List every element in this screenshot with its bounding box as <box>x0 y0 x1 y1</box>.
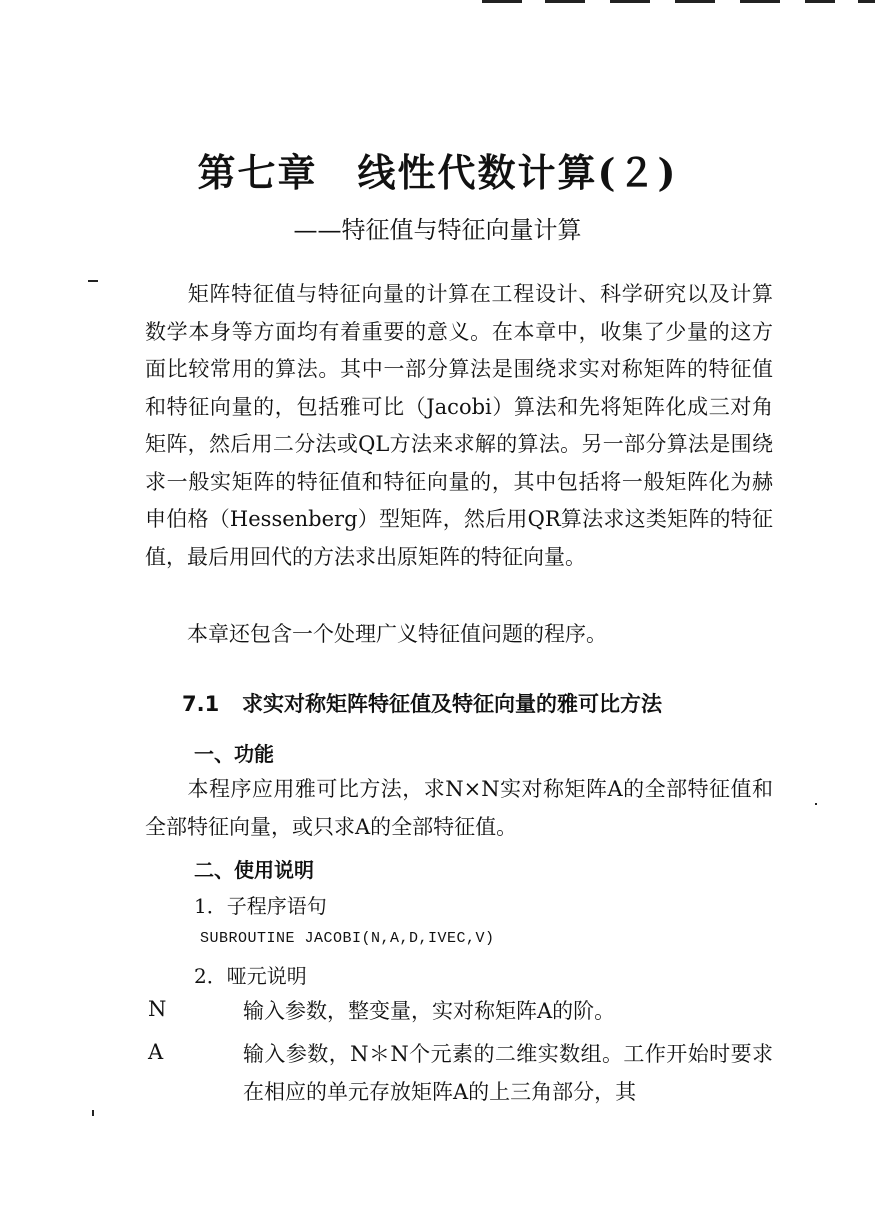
top-rule <box>610 0 650 3</box>
param-desc: 输入参数，N＊N个元素的二维实数组。工作开始时要求在相应的单元存放矩阵A的上三角部分，其 <box>243 1042 773 1104</box>
usage-heading: 二、使用说明 <box>194 858 314 882</box>
function-heading: 一、功能 <box>194 742 274 766</box>
function-paragraph <box>145 771 773 846</box>
section-number: 7.1 <box>182 692 220 716</box>
intro-paragraph-2-text: 本章还包含一个处理广义特征值问题的程序。 <box>187 622 607 646</box>
top-rule <box>805 0 835 3</box>
subroutine-statement: SUBROUTINE JACOBI(N,A,D,IVEC,V) <box>200 930 495 947</box>
top-rule <box>740 0 780 3</box>
param-desc: 输入参数，整变量，实对称矩阵A的阶。 <box>243 999 616 1023</box>
intro-paragraph <box>145 276 773 576</box>
top-rule <box>675 0 715 3</box>
item-subroutine-label: 1．子程序语句 <box>194 894 327 918</box>
chapter-subtitle: ——特征值与特征向量计算 <box>293 216 582 244</box>
intro-paragraph-text: 矩阵特征值与特征向量的计算在工程设计、科学研究以及计算数学本身等方面均有着重要的意义。在本章中，收集了少量的这方面比较常用的算法。其中一部分算法是围绕求实对称矩阵的特征值和特征向量的，包括雅可比（Jacobi）算法和先将矩阵化成三对角矩阵，然后用二分法或QL方法来求解的算法。另一部分算法是围绕求一般实矩阵的特征值和特征向量的，其中包括将一般矩阵化为赫申伯格（Hessenberg）型矩阵，然后用QR算法求这类矩阵的特征值，最后用回代的方法求出原矩阵的特征向量。 <box>145 282 773 569</box>
param-name: N <box>148 997 167 1021</box>
top-rule <box>545 0 585 3</box>
top-rule <box>482 0 522 3</box>
param-name: A <box>148 1040 164 1064</box>
section-heading <box>182 688 662 718</box>
intro-paragraph-2 <box>145 616 773 654</box>
margin-mark <box>815 803 817 805</box>
top-rule <box>858 0 875 3</box>
function-text: 本程序应用雅可比方法，求N×N实对称矩阵A的全部特征值和全部特征向量，或只求A的全部特征值。 <box>145 777 773 839</box>
section-title: 求实对称矩阵特征值及特征向量的雅可比方法 <box>242 692 662 716</box>
margin-mark <box>92 1110 94 1116</box>
chapter-title: 第七章 线性代数计算(２) <box>197 150 678 195</box>
item-dummy-args-label: 2．哑元说明 <box>194 964 307 988</box>
margin-mark <box>88 280 98 282</box>
